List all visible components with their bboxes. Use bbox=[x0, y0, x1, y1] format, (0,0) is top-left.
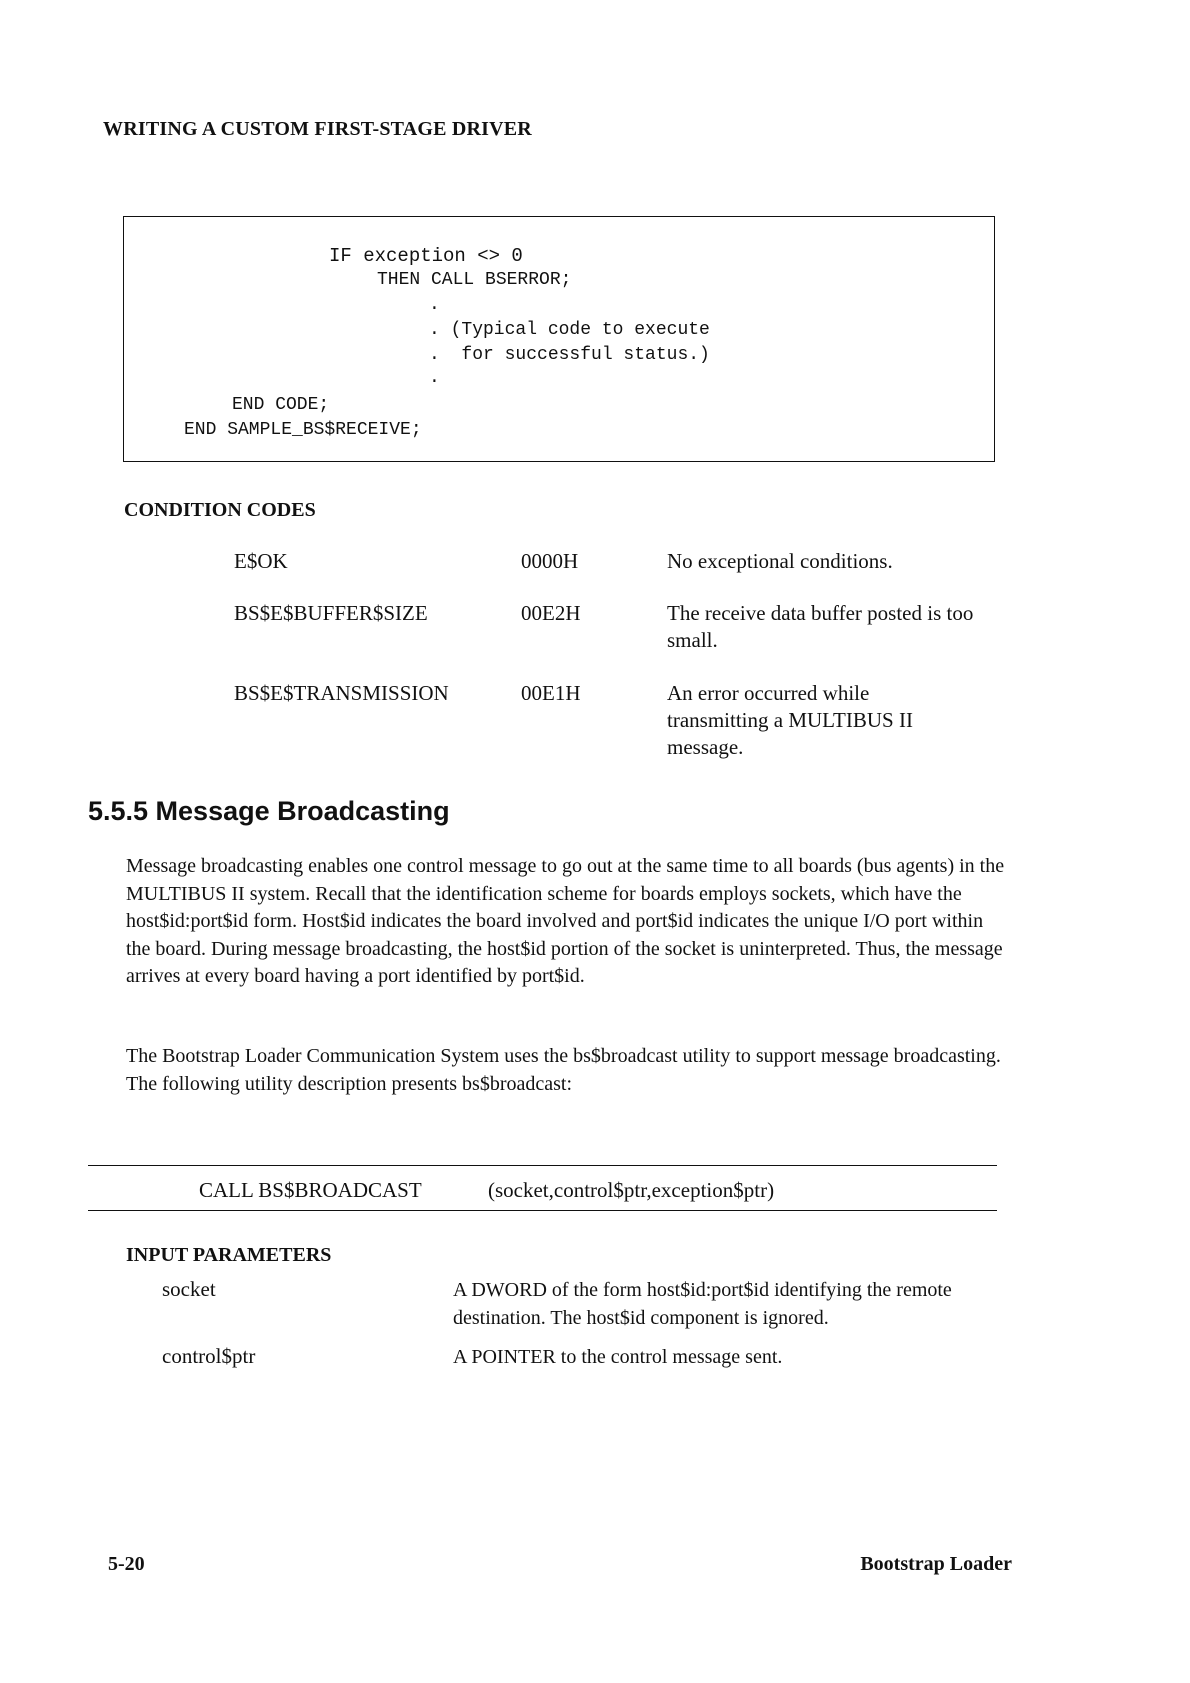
condition-name: BS$E$TRANSMISSION bbox=[234, 681, 449, 705]
parameter-name: control$ptr bbox=[162, 1344, 256, 1368]
condition-code: 0000H bbox=[521, 549, 579, 573]
divider bbox=[88, 1210, 997, 1211]
condition-name: E$OK bbox=[234, 549, 288, 573]
code-line: END CODE; bbox=[232, 395, 330, 415]
body-paragraph: Message broadcasting enables one control message to go out at the same time to all boards (bus agents) in the MULTIBUS II system. Recall that the identification scheme for boards employs sockets, which have the host$id:port$id form. Host$id indicates the board involved and port$id indicates the unique I/O port within the board. During message broadcasting, the host$id portion of the socket is uninterpreted. Thus, the message arrives at every board having a port identified by port$id. bbox=[126, 855, 1005, 987]
call-signature-name: CALL BS$BROADCAST bbox=[199, 1178, 422, 1202]
body-paragraph: The Bootstrap Loader Communication System uses the bs$broadcast utility to support message broadcasting. The following utility description presents bs$broadcast: bbox=[126, 1045, 1001, 1095]
page-number: 5-20 bbox=[108, 1553, 145, 1575]
parameter-description: A DWORD of the form host$id:port$id identifying the remote destination. The host$id component is ignored. bbox=[453, 1279, 952, 1329]
divider bbox=[88, 1165, 997, 1166]
section-title: 5.5.5 Message Broadcasting bbox=[88, 796, 450, 826]
code-line: . bbox=[429, 295, 440, 315]
condition-code: 00E2H bbox=[521, 601, 581, 625]
code-line: . (Typical code to execute bbox=[429, 320, 710, 340]
condition-description: The receive data buffer posted is too small. bbox=[667, 601, 974, 652]
code-line: THEN CALL BSERROR; bbox=[377, 270, 572, 290]
parameter-description: A POINTER to the control message sent. bbox=[453, 1346, 783, 1368]
condition-description: An error occurred while transmitting a MULTIBUS II message. bbox=[667, 681, 913, 759]
condition-codes-heading: CONDITION CODES bbox=[124, 499, 316, 521]
code-listing-box bbox=[123, 216, 995, 462]
running-head: WRITING A CUSTOM FIRST-STAGE DRIVER bbox=[103, 118, 532, 140]
code-line: . bbox=[429, 368, 440, 388]
condition-description: No exceptional conditions. bbox=[667, 549, 893, 573]
code-line: . for successful status.) bbox=[429, 345, 710, 365]
condition-code: 00E1H bbox=[521, 681, 581, 705]
code-line: END SAMPLE_BS$RECEIVE; bbox=[184, 420, 422, 440]
call-signature-args: (socket,control$ptr,exception$ptr) bbox=[488, 1178, 775, 1202]
code-line: IF exception <> 0 bbox=[329, 245, 523, 267]
chapter-name: Bootstrap Loader bbox=[860, 1553, 1012, 1575]
parameter-name: socket bbox=[162, 1277, 216, 1301]
condition-name: BS$E$BUFFER$SIZE bbox=[234, 601, 428, 625]
input-parameters-heading: INPUT PARAMETERS bbox=[126, 1244, 332, 1266]
